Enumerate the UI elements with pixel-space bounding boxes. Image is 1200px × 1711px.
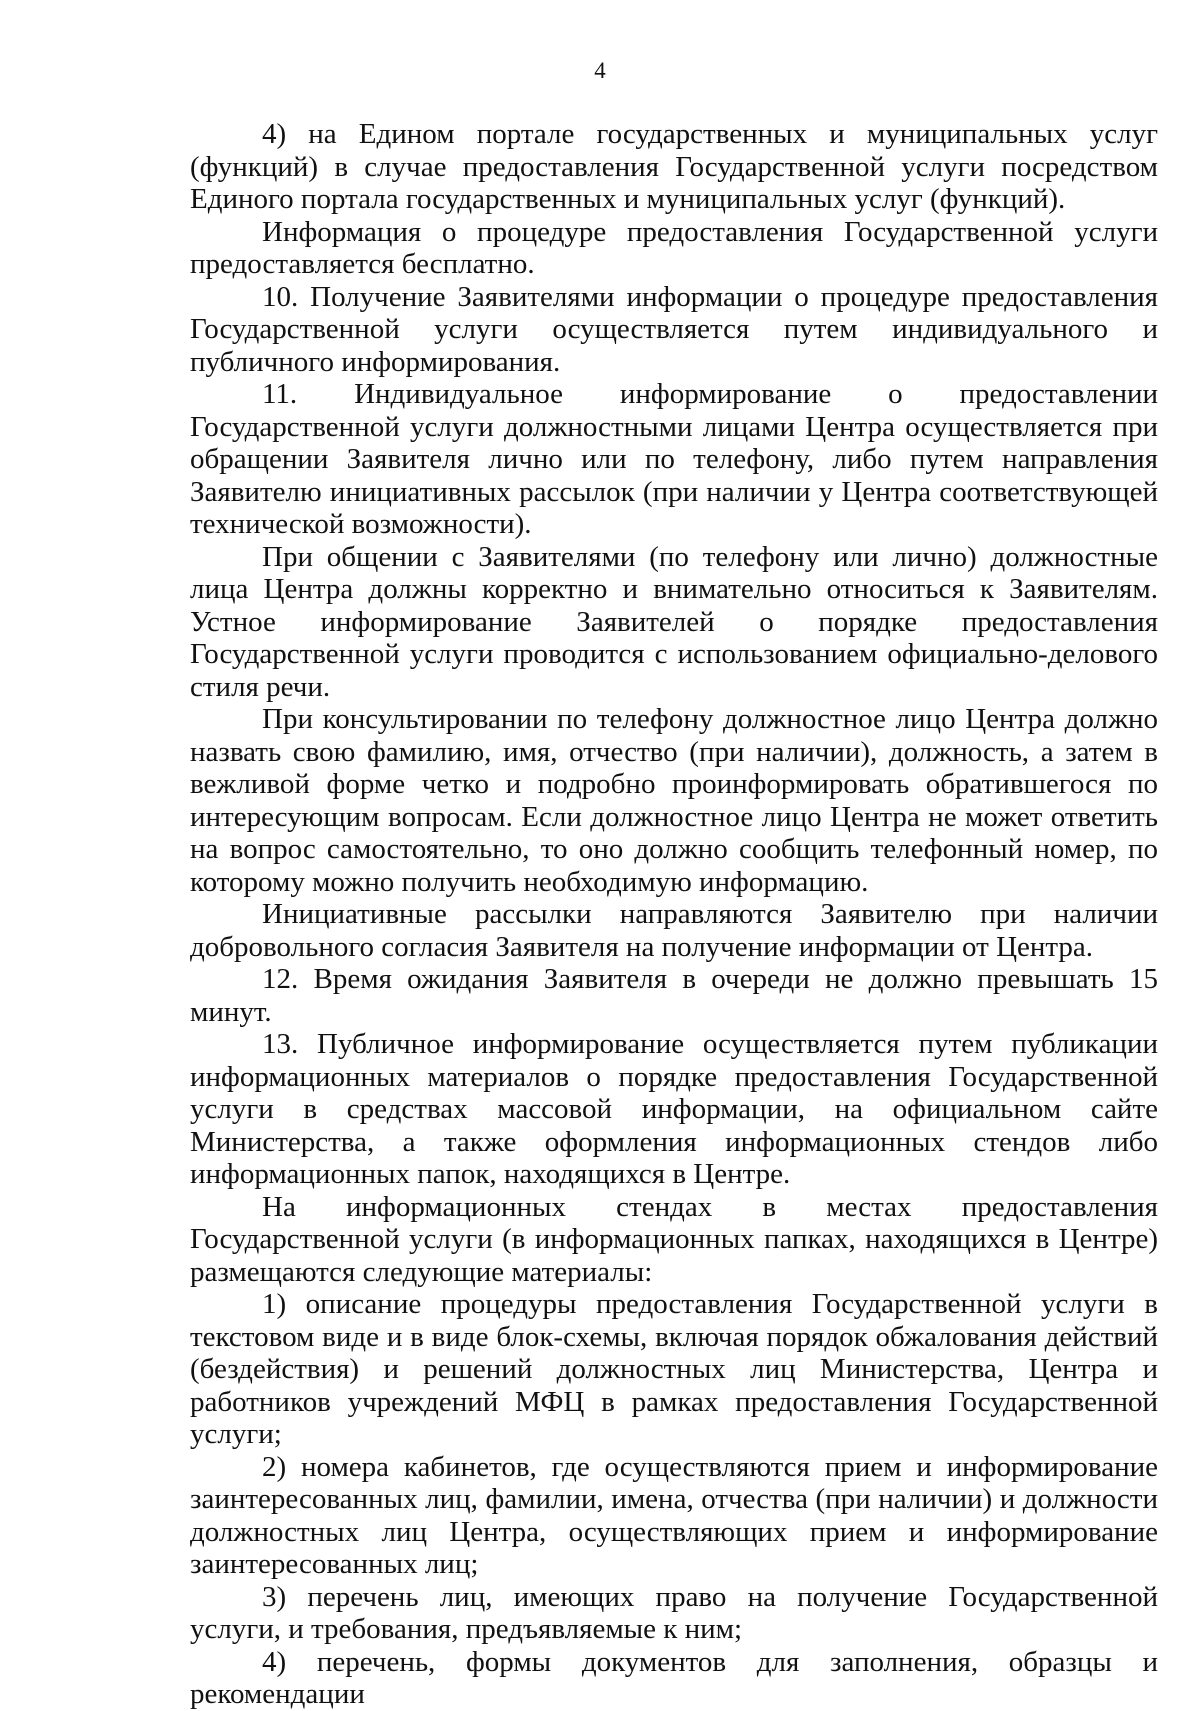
paragraph: При общении с Заявителями (по телефону или лично) должностные лица Центра должны корректно и внимательно относиться к Заявителям. Устное информирование Заявителей о порядке предоставления Государственной услуги проводится с использованием официально-делового стиля речи. <box>190 540 1158 703</box>
document-body <box>190 118 1158 1711</box>
paragraph: При консультировании по телефону должностное лицо Центра должно назвать свою фамилию, имя, отчество (при наличии), должность, а затем в вежливой форме четко и подробно проинформировать обратившегося по интересующим вопросам. Если должностное лицо Центра не может ответить на вопрос самостоятельно, то оно должно сообщить телефонный номер, по которому можно получить необходимую информацию. <box>190 703 1158 898</box>
paragraph: 2) номера кабинетов, где осуществляются прием и информирование заинтересованных лиц, фамилии, имена, отчества (при наличии) и должности должностных лиц Центра, осуществляющих прием и информирование заинтересованных лиц; <box>190 1450 1158 1580</box>
paragraph: На информационных стендах в местах предоставления Государственной услуги (в информационных папках, находящихся в Центре) размещаются следующие материалы: <box>190 1190 1158 1288</box>
paragraph: 10. Получение Заявителями информации о процедуре предоставления Государственной услуги осуществляется путем индивидуального и публичного информирования. <box>190 280 1158 378</box>
paragraph: 3) перечень лиц, имеющих право на получение Государственной услуги, и требования, предъявляемые к ним; <box>190 1580 1158 1645</box>
paragraph: 4) перечень, формы документов для заполнения, образцы и рекомендации <box>190 1645 1158 1710</box>
paragraph: 1) описание процедуры предоставления Государственной услуги в текстовом виде и в виде блок-схемы, включая порядок обжалования действий (бездействия) и решений должностных лиц Министерства, Центра и работников учреждений МФЦ в рамках предоставления Государственной услуги; <box>190 1288 1158 1450</box>
paragraph: 11. Индивидуальное информирование о предоставлении Государственной услуги должностными лицами Центра осуществляется при обращении Заявителя лично или по телефону, либо путем направления Заявителю инициативных рассылок (при наличии у Центра соответствующей технической возможности). <box>190 378 1158 540</box>
page-number: 4 <box>594 58 606 83</box>
paragraph: 12. Время ожидания Заявителя в очереди не должно превышать 15 минут. <box>190 963 1158 1028</box>
paragraph: Инициативные рассылки направляются Заявителю при наличии добровольного согласия Заявителя на получение информации от Центра. <box>190 898 1158 963</box>
paragraph: Информация о процедуре предоставления Государственной услуги предоставляется бесплатно. <box>190 215 1158 280</box>
paragraph: 13. Публичное информирование осуществляется путем публикации информационных материалов о порядке предоставления Государственной услуги в средствах массовой информации, на официальном сайте Министерства, а также оформления информационных стендов либо информационных папок, находящихся в Центре. <box>190 1028 1158 1190</box>
paragraph: 4) на Едином портале государственных и муниципальных услуг (функций) в случае предоставления Государственной услуги посредством Единого портала государственных и муниципальных услуг (функций). <box>190 118 1158 215</box>
